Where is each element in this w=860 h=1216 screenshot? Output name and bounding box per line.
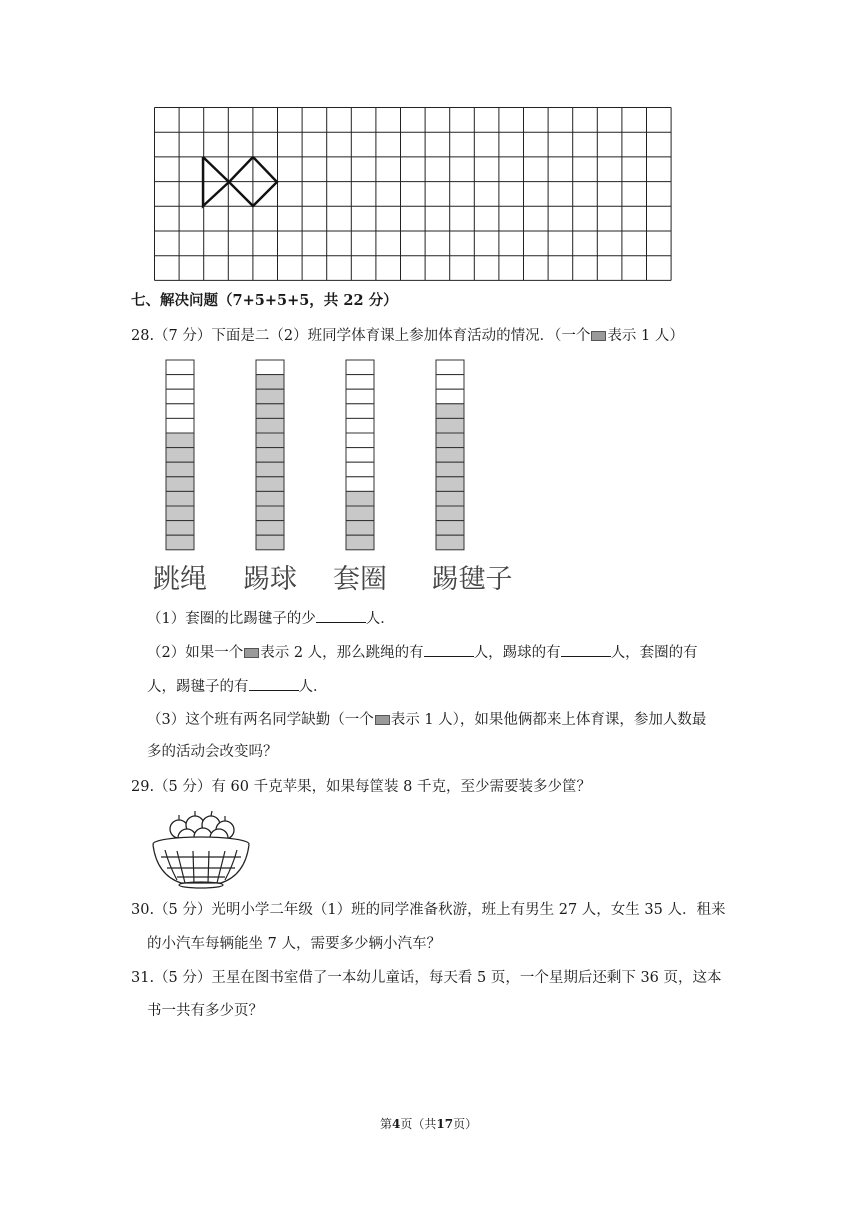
bar-cell [346,433,374,448]
bar-column-3 [436,360,464,550]
bar-cell [436,521,464,536]
cell-icon [375,715,390,725]
bar-cell [256,418,284,433]
q28-prefix: 28.（7 分）下面是二（2）班同学体育课上参加体育活动的情况．（一个 [131,328,591,344]
bar-cell [256,521,284,536]
bar-cell [166,418,194,433]
bar-label: 踢毽子 [431,564,513,595]
bar-cell [256,491,284,506]
bar-cell [346,360,374,375]
bar-cell [346,404,374,419]
footer-a: 第 [380,1117,393,1131]
answer-blank[interactable] [424,642,474,657]
sub2-text-d: 人，套圈的有 [610,645,698,661]
cell-icon [244,648,259,658]
bar-cell [346,506,374,521]
q31-line1: 31.（5 分）王星在图书室借了一本幼儿童话，每天看 5 页，一个星期后还剩下 36 页，这本 [131,970,722,986]
bar-column-2 [346,360,374,550]
sub3-text-a: （3）这个班有两名同学缺勤（一个 [147,712,374,728]
page-total: 17 [436,1117,454,1131]
bar-cell [436,389,464,404]
bar-cell [436,418,464,433]
bar-cell [256,448,284,463]
bar-cell [436,404,464,419]
bar-cell [166,521,194,536]
sub3-text-b: 表示 1 人），如果他俩都来上体育课，参加人数最 [390,712,707,728]
bar-cell [346,375,374,390]
q28-sub2-cont [147,676,328,697]
bar-cell [436,506,464,521]
bar-cell [436,433,464,448]
bar-cell [256,477,284,492]
bar-cell [346,448,374,463]
q31-line2: 书一共有多少页？ [147,1003,263,1019]
bar-cell [436,535,464,550]
bar-cell [436,491,464,506]
sub2-text-e: 人，踢毽子的有 [147,679,249,695]
q28-sub1 [147,608,395,629]
bar-cell [346,535,374,550]
bar-label: 套圈 [333,564,387,595]
activity-chart [150,358,530,598]
bar-cell [256,360,284,375]
bar-cell [166,433,194,448]
sub2-text-a: （2）如果一个 [147,645,244,661]
bar-label: 跳绳 [153,564,207,595]
section-title: 七、解决问题（7+5+5+5，共 22 分） [131,292,398,309]
bar-cell [256,462,284,477]
bar-cell [166,506,194,521]
bar-cell [256,506,284,521]
q30-line2: 的小汽车每辆能坐 7 人，需要多少辆小汽车？ [147,936,441,952]
bar-cell [166,448,194,463]
q28-sub3 [147,710,706,730]
q28-sub2 [147,642,698,663]
bar-cell [166,360,194,375]
answer-blank[interactable] [316,608,366,623]
apple-basket-icon [147,805,257,890]
bar-cell [256,535,284,550]
bar-column-0 [166,360,194,550]
bar-cell [346,477,374,492]
sub2-text-b: 表示 2 人，那么跳绳的有 [260,645,424,661]
q29-text: 29.（5 分）有 60 千克苹果，如果每筐装 8 千克，至少需要装多少筐？ [131,779,592,795]
bar-cell [436,462,464,477]
sub2-text-f: 人． [298,679,328,695]
bar-cell [346,491,374,506]
bar-cell [166,477,194,492]
answer-blank[interactable] [561,642,611,657]
footer-b: 页（共 [400,1117,437,1131]
page-number: 4 [392,1117,401,1131]
q28-suffix: 表示 1 人） [607,328,684,344]
bar-cell [436,477,464,492]
q30-line1: 30.（5 分）光明小学二年级（1）班的同学准备秋游，班上有男生 27 人，女生 35 人．租来 [131,902,726,918]
sub1-unit: 人． [365,611,395,627]
bar-cell [256,389,284,404]
bar-cell [346,389,374,404]
bar-cell [166,491,194,506]
bar-cell [346,418,374,433]
bar-cell [166,389,194,404]
bar-cell [256,375,284,390]
bar-cell [346,521,374,536]
bar-cell [256,404,284,419]
bar-cell [436,448,464,463]
bar-cell [436,375,464,390]
square-grid [154,107,674,285]
footer-c: 页） [453,1117,478,1131]
bar-cell [256,433,284,448]
bar-cell [436,360,464,375]
cell-icon [591,331,606,341]
sub2-text-c: 人，踢球的有 [473,645,561,661]
bar-cell [166,404,194,419]
bar-cell [346,462,374,477]
q28-stem [131,326,684,346]
q28-sub3-cont: 多的活动会改变吗？ [147,744,278,760]
bar-cell [166,535,194,550]
bar-column-1 [256,360,284,550]
answer-blank[interactable] [249,676,299,691]
page-footer [380,1115,477,1132]
sub1-text: （1）套圈的比踢毽子的少 [147,611,316,627]
bar-cell [166,462,194,477]
bar-cell [166,375,194,390]
bar-label: 踢球 [243,564,297,595]
